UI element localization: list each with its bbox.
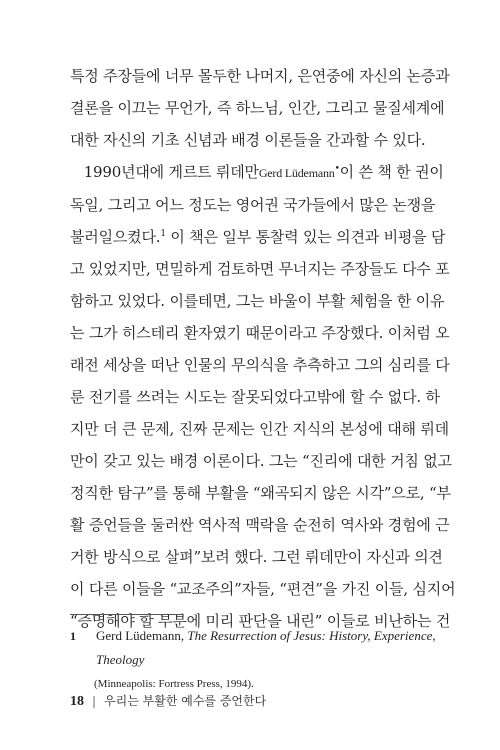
footnote-text (96, 624, 450, 696)
footnote-number: 1 (70, 629, 76, 643)
body-line: 래전 세상을 떠난 인물의 무의식을 추측하고 그의 심리를 다 (70, 356, 450, 374)
text-segment: 1990년대에 게르트 뤼데만 (83, 163, 259, 181)
body-line: 는 그가 히스테리 환자였기 때문이라고 주장했다. 이처럼 오 (70, 324, 450, 342)
footnote-ref: 1 (160, 229, 166, 239)
body-line: 활 증언들을 둘러싼 역사적 맥락을 순전히 역사와 경험에 근 (70, 516, 450, 534)
body-line: 대한 자신의 기초 신념과 배경 이론들을 간과할 수 있다. (70, 131, 426, 149)
page-number: 18 (70, 694, 84, 709)
body-line: 고 있었지만, 면밀하게 검토하면 무너지는 주장들도 다수 포 (70, 260, 450, 278)
footer-separator: | (92, 694, 97, 708)
body-line-with-footnote (70, 221, 446, 253)
text-segment: 이 쓴 책 한 권이 (339, 163, 444, 181)
author-name-latin: Gerd Lüdemann (258, 166, 335, 180)
body-text (70, 60, 456, 637)
running-title: 우리는 부활한 예수를 증언한다 (104, 694, 267, 708)
footnote-title: The Resurrection of Jesus: History, Experience, Theology (96, 628, 436, 667)
footnote-publisher: (Minneapolis: Fortress Press, 1994). (94, 678, 254, 690)
body-line: 이 다른 이들을 “교조주의”자들, “편견”을 가진 이들, 심지어 (70, 580, 456, 598)
body-line: 결론을 이끄는 무언가, 즉 하느님, 인간, 그리고 물질세계에 (70, 99, 445, 117)
body-line: 만이 갖고 있는 배경 이론이다. 그는 “진리에 대한 거침 없고 (70, 452, 452, 470)
footnote-marker: • (334, 164, 340, 174)
body-line: 정직한 탐구”를 통해 부활을 “왜곡되지 않은 시각”으로, “부 (70, 484, 451, 502)
body-line: 함하고 있었다. 이를테면, 그는 바울이 부활 체험을 한 이유 (70, 292, 445, 310)
footnote-divider (70, 614, 182, 615)
text-segment: 이 책은 일부 통찰력 있는 의견과 비평을 담 (165, 228, 446, 246)
footnote-author: Gerd Lüdemann, (96, 628, 188, 643)
footnote (70, 624, 450, 696)
body-line: “증명해야 할 부분에 미리 판단을 내린” 이들로 비난하는 건 (70, 612, 451, 630)
text-segment: 불러일으켰다. (70, 228, 161, 246)
body-line: 지만 더 큰 문제, 진짜 문제는 인간 지식의 본성에 대해 뤼데 (70, 420, 449, 438)
body-line: 거한 방식으로 살펴”보려 했다. 그런 뤼데만이 자신과 의견 (70, 548, 443, 566)
page-footer (70, 692, 266, 710)
body-line: 독일, 그리고 어느 정도는 영어권 국가들에서 많은 논쟁을 (70, 196, 436, 214)
paragraph-start-line (70, 156, 444, 189)
body-line: 특정 주장들에 너무 몰두한 나머지, 은연중에 자신의 논증과 (70, 67, 450, 85)
body-line: 룬 전기를 쓰려는 시도는 잘못되었다고밖에 할 수 없다. 하 (70, 388, 440, 406)
